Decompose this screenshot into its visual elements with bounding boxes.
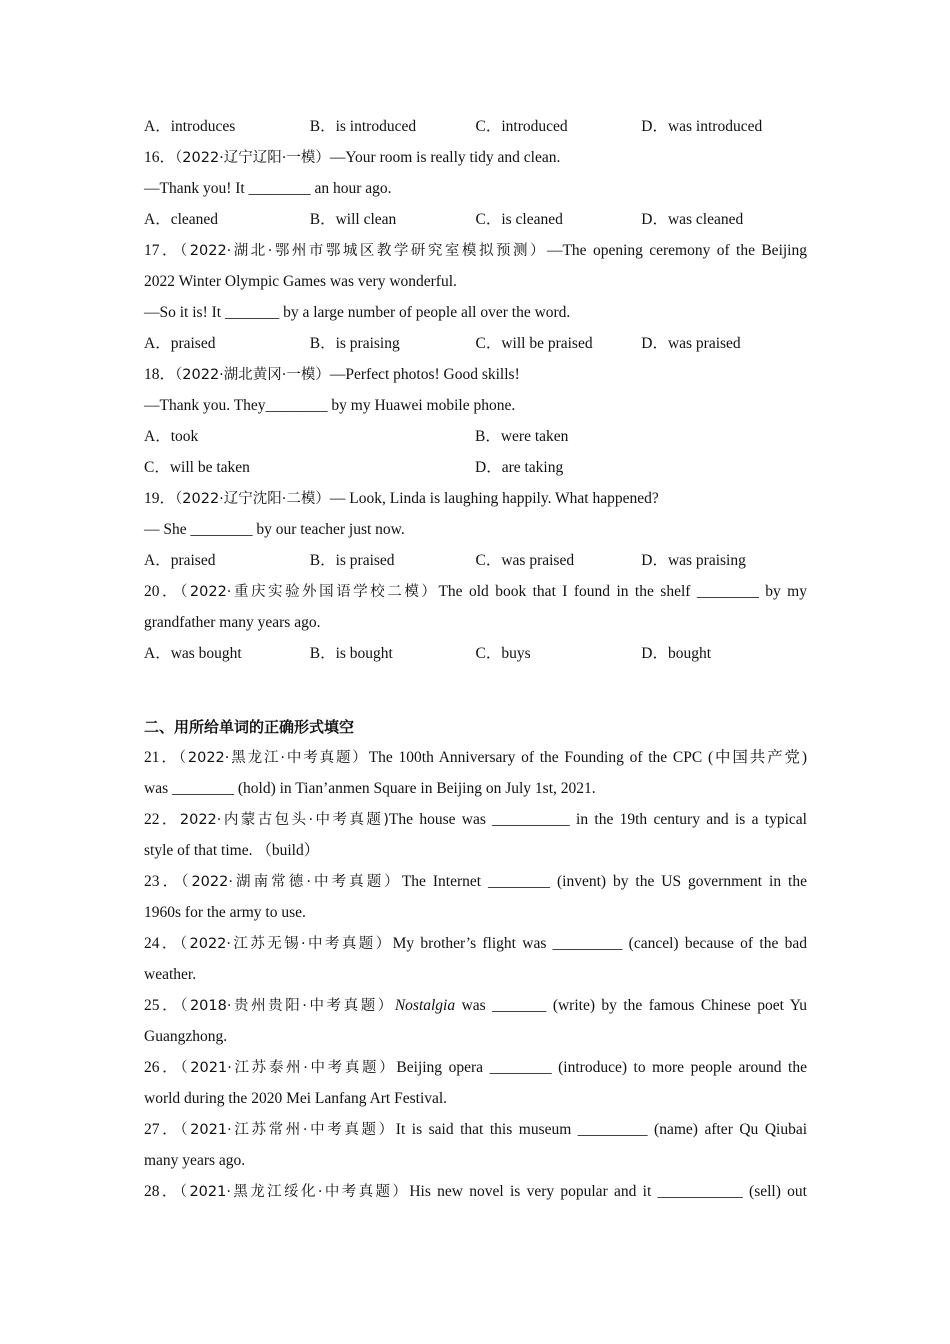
q20-text-2: grandfather many years ago.	[144, 614, 321, 631]
section-2-title: 二、用所给单词的正确形式填空	[144, 718, 355, 736]
q26-number: 26．	[144, 1059, 181, 1076]
q23-text-1: The Internet ________ (invent) by the US government in the	[401, 873, 807, 890]
q20-option-c: C．buys	[475, 645, 531, 662]
q16-option-d: D．was cleaned	[641, 211, 744, 228]
q19-number: 19．	[144, 490, 176, 507]
q23-text-2: 1960s for the army to use.	[144, 904, 306, 921]
q15-option-a: A．introduces	[144, 118, 236, 135]
q18-option-a: A．took	[144, 428, 199, 445]
q24-number: 24．	[144, 935, 180, 952]
q24-text-2: weather.	[144, 966, 197, 983]
q25-source: （2018·贵州贵阳·中考真题）	[180, 998, 395, 1014]
q19-text-2: — She ________ by our teacher just now.	[144, 521, 405, 538]
q18-stem	[144, 363, 807, 394]
q27-text-1: It is said that this museum _________ (name) after Qu Qiubai	[395, 1121, 807, 1138]
question-content	[144, 115, 807, 1211]
q18-text-1: —Perfect photos! Good skills!	[329, 366, 520, 383]
q16-number: 16．	[144, 149, 176, 166]
q19-option-c: C．was praised	[475, 552, 575, 569]
q17-stem	[144, 239, 807, 270]
q20-source: （2022·重庆实验外国语学校二模）	[180, 584, 439, 600]
q22-text-2: style of that time. （build）	[144, 842, 320, 859]
q18-option-b: B．were taken	[475, 428, 569, 445]
q20-text-1: The old book that I found in the shelf ________ by my	[438, 583, 807, 600]
q25-title-word: Nostalgia	[394, 997, 456, 1014]
q19-options	[144, 549, 807, 580]
q28-number: 28．	[144, 1183, 180, 1200]
q26-stem	[144, 1056, 807, 1087]
q26-source: （2021·江苏泰州·中考真题）	[180, 1060, 397, 1076]
q17-option-c: C．will be praised	[475, 335, 593, 352]
q23-source: （2022·湖南常德·中考真题）	[181, 874, 402, 890]
q17-option-b: B．is praising	[309, 335, 400, 352]
q20-options	[144, 642, 807, 673]
q25-text-2: Guangzhong.	[144, 1028, 228, 1045]
q27-stem	[144, 1118, 807, 1149]
q26-text-1: Beijing opera ________ (introduce) to more people around the	[396, 1059, 807, 1076]
q18-text-2: —Thank you. They________ by my Huawei mobile phone.	[144, 397, 516, 414]
q19-text-1: — Look, Linda is laughing happily. What happened?	[329, 490, 659, 507]
q24-source: （2022·江苏无锡·中考真题）	[179, 936, 393, 952]
q15-option-b: B．is introduced	[309, 118, 417, 135]
q21-text-2: was ________ (hold) in Tian’anmen Square in Beijing on July 1st, 2021.	[144, 780, 596, 797]
q18-options-row-2	[144, 456, 807, 487]
q16-option-a: A．cleaned	[144, 211, 219, 228]
q26-text-2: world during the 2020 Mei Lanfang Art Festival.	[144, 1090, 448, 1107]
q18-source: （2022·湖北黄冈·一模）	[175, 367, 330, 383]
q15-option-c: C．introduced	[475, 118, 568, 135]
q27-number: 27．	[144, 1121, 181, 1138]
q17-text-3: —So it is! It _______ by a large number of people all over the word.	[144, 304, 571, 321]
q22-text-1: The house was __________ in the 19th century and is a typical	[388, 811, 807, 828]
q25-stem	[144, 994, 807, 1025]
q18-option-c: C．will be taken	[144, 459, 250, 476]
q28-text-1: His new novel is very popular and it ___________ (sell) out	[409, 1183, 807, 1200]
q18-option-d: D．are taking	[475, 459, 564, 476]
q28-stem	[144, 1180, 807, 1211]
q28-source: （2021·黑龙江绥化·中考真题）	[179, 1184, 410, 1200]
q17-option-a: A．praised	[144, 335, 216, 352]
q17-options	[144, 332, 807, 363]
q20-stem	[144, 580, 807, 611]
q17-text-1: —The opening ceremony of the Beijing	[546, 242, 807, 259]
q19-option-b: B．is praised	[309, 552, 395, 569]
q27-source: （2021·江苏常州·中考真题）	[180, 1122, 396, 1138]
q24-text-1: My brother’s flight was _________ (cancel) because of the bad	[392, 935, 807, 952]
q25-text-1: was _______ (write) by the famous Chinese poet Yu	[461, 997, 807, 1014]
q16-options	[144, 208, 807, 239]
q16-stem	[144, 146, 807, 177]
q16-source: （2022·辽宁辽阳·一模）	[175, 150, 330, 166]
q19-source: （2022·辽宁沈阳·二模）	[175, 491, 330, 507]
q23-stem	[144, 870, 807, 901]
q20-option-a: A．was bought	[144, 645, 242, 662]
q18-number: 18．	[144, 366, 176, 383]
q21-text-1: The 100th Anniversary of the Founding of the CPC (中国共产党)	[368, 749, 807, 766]
q16-option-c: C．is cleaned	[475, 211, 563, 228]
section-spacer	[144, 673, 807, 715]
q22-stem	[144, 808, 807, 839]
q15-option-d: D．was introduced	[641, 118, 763, 135]
q16-text-1: —Your room is really tidy and clean.	[329, 149, 561, 166]
q25-number: 25．	[144, 997, 181, 1014]
q16-text-2: —Thank you! It ________ an hour ago.	[144, 180, 392, 197]
q17-number: 17．	[144, 242, 181, 259]
q19-stem	[144, 487, 807, 518]
q24-stem	[144, 932, 807, 963]
q21-number: 21．	[144, 749, 179, 766]
q21-stem	[144, 746, 807, 777]
q20-option-d: D．bought	[641, 645, 712, 662]
q18-options-row-1	[144, 425, 807, 456]
q19-option-a: A．praised	[144, 552, 216, 569]
q15-options	[144, 115, 807, 146]
q19-option-d: D．was praising	[641, 552, 746, 569]
q17-text-2: 2022 Winter Olympic Games was very wonderful.	[144, 273, 457, 290]
q23-number: 23．	[144, 873, 182, 890]
q17-option-d: D．was praised	[641, 335, 741, 352]
q21-source: （2022·黑龙江·中考真题）	[178, 750, 369, 766]
q16-option-b: B．will clean	[309, 211, 397, 228]
q22-number: 22．	[144, 811, 180, 828]
q17-source: （2022·湖北·鄂州市鄂城区教学研究室模拟预测）	[180, 243, 547, 259]
q27-text-2: many years ago.	[144, 1152, 246, 1169]
q20-number: 20．	[144, 583, 181, 600]
q22-source: 2022·内蒙古包头·中考真题)	[179, 812, 389, 828]
q20-option-b: B．is bought	[309, 645, 393, 662]
